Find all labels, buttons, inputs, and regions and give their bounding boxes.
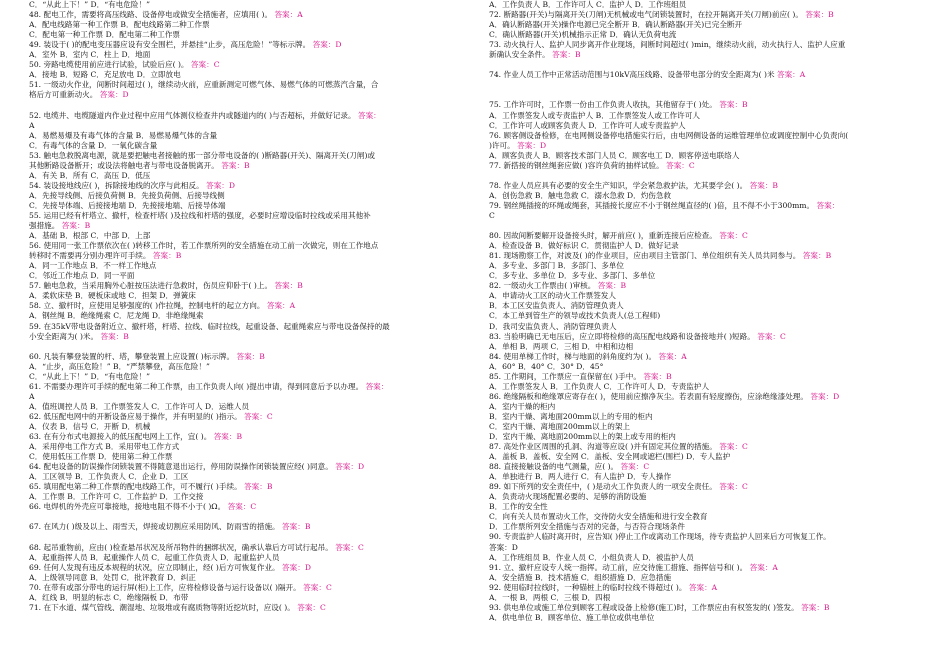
- question-text: 71. 在下水道、煤气管线、潮湿地、垃圾堆或有腐质物等附近挖坑时，应设( )。: [29, 602, 295, 612]
- answer-label: 答案：D: [97, 90, 129, 100]
- question-line: [489, 382, 909, 392]
- answer-label: 答案：C: [294, 602, 326, 612]
- question-text: A．采用停电工作方式 B．采用带电工作方式: [29, 442, 180, 452]
- question-text: A．仪表 B．信号 C．开断 D．机械: [29, 421, 151, 431]
- question-line: [489, 452, 909, 462]
- question-line: [29, 221, 449, 231]
- answer-label: 答案：B: [640, 371, 672, 381]
- question-line: [29, 191, 449, 201]
- question-text: 93. 供电单位或施工单位到顾客工程或设备上检修(施工)时，工作票应由有权签发的( )签发。: [489, 602, 799, 612]
- answer-label: 答案：A: [747, 562, 778, 572]
- question-line: [29, 543, 449, 553]
- answer-label: 答案：C: [241, 411, 273, 421]
- answer-label: 答案：C: [618, 462, 650, 472]
- question-line: [489, 191, 909, 201]
- question-text: 63. 在有分布式电源接入的低压配电网上工作，宜( )。: [29, 432, 212, 442]
- blank-line: [489, 80, 909, 90]
- answer-label: 答案：A: [774, 70, 806, 80]
- answer-label: 答案：B: [798, 602, 830, 612]
- answer-label: 答案：B: [218, 160, 250, 170]
- question-text: 答案：D: [489, 542, 518, 552]
- blank-line: [489, 171, 909, 181]
- question-text: A．创伤急救 B．触电急救 C．溺水急救 D．灼伤急救: [489, 190, 672, 200]
- question-text: 转移时不需要再分别办理许可手续。: [29, 251, 151, 261]
- question-text: A．值班调控人员 B．工作票签发人 C．工作许可人 D．运维人员: [29, 401, 250, 411]
- question-line: [489, 131, 909, 141]
- question-line: [29, 472, 449, 482]
- question-line: [29, 30, 449, 40]
- question-text: A．工作票签发人 B．工作负责人 C．工作许可人 D．专责监护人: [489, 381, 710, 391]
- question-line: [29, 161, 449, 171]
- blank-line: [29, 100, 449, 110]
- question-text: 80. 因故间断要解开设备接头时，解开前应( )，重新连接后应检查。: [489, 231, 717, 241]
- question-text: 55. 运用已经有杆塔立、撤杆，检查杆塔( )及拉线和杆塔的强度，必要时应增设临时拉线或采用其他补: [29, 210, 371, 220]
- question-text: A．上级领导同意 B．处罚 C．批评教育 D．纠正: [29, 572, 196, 582]
- question-text: A: [29, 120, 35, 130]
- question-line: [29, 141, 449, 151]
- left-column: [29, 0, 449, 613]
- question-line: [29, 593, 449, 603]
- answer-label: 答案：B: [59, 221, 91, 231]
- question-line: [29, 522, 449, 532]
- question-line: [29, 553, 449, 563]
- question-line: [29, 131, 449, 141]
- question-text: D．工作票所列安全措施与否对的完备，与否符合现场条件: [489, 522, 685, 532]
- question-line: [489, 362, 909, 372]
- question-line: [29, 452, 449, 462]
- answer-label: 答案：D: [514, 140, 547, 150]
- question-text: 其他断路设备断开；或设法将触电者与带电设备脱离开。: [29, 160, 219, 170]
- question-line: [29, 492, 449, 502]
- question-text: 69. 任何人发现有违反本规程的状况，应立即制止，经( )后方可恢复作业。: [29, 562, 280, 572]
- question-text: C: [489, 210, 495, 220]
- question-line: [489, 271, 909, 281]
- question-line: [29, 291, 449, 301]
- question-line: [489, 442, 909, 452]
- question-line: [29, 301, 449, 311]
- question-text: 强措施。: [29, 221, 60, 231]
- question-line: [489, 281, 909, 291]
- question-text: B．本工区安监负责人、消防管理负责人: [489, 301, 624, 311]
- question-text: A．顾客负责人 B．顾客技术部门人员 C．顾客电工 D．顾客停送电联络人: [489, 150, 740, 160]
- question-line: [489, 522, 909, 532]
- question-line: [29, 432, 449, 442]
- question-text: C．有毒气体的含量 D．一氧化碳含量: [29, 140, 158, 150]
- question-text: 79. 钢丝绳插接的环绳或绳套，其插接长度应不小于钢丝绳直径的( )倍，且不得不小于300mm。: [489, 200, 815, 210]
- question-line: [29, 271, 449, 281]
- question-text: A．工区领导 B．工作负责人 C．企业 D．工区: [29, 472, 189, 482]
- question-text: C．配电第一种工作票 D．配电第二种工作票: [29, 30, 180, 40]
- question-text: C．工作许可人或顾客负责人 D．工作许可人或专责监护人: [489, 120, 686, 130]
- question-line: [489, 141, 909, 151]
- answer-label: 答案：: [814, 200, 840, 210]
- question-text: 91. 立、撤杆应设专人统一指挥。动工前，应交待施工措施、指挥信号和( )。: [489, 562, 748, 572]
- question-line: [29, 40, 449, 50]
- question-text: 73. 动火执行人、监护人同步离开作业现场，间断时间超过( )min，继续动火前，动火执行人、监护人应重: [489, 40, 846, 50]
- question-line: [29, 322, 449, 332]
- answer-label: 答案：B: [211, 432, 243, 442]
- answer-label: 答案：D: [332, 462, 365, 472]
- question-line: [489, 352, 909, 362]
- question-text: A．单相 B．两项 C．三相 D．中相和边相: [489, 341, 634, 351]
- question-line: [489, 161, 909, 171]
- question-line: [489, 0, 909, 10]
- question-line: [29, 171, 449, 181]
- question-line: [29, 211, 449, 221]
- question-text: 82. 一级动火工作票由( )审核。: [489, 281, 596, 291]
- question-text: A．单独进行 B．两人进行 C．有人监护 D．专人操作: [489, 472, 672, 482]
- question-line: [489, 251, 909, 261]
- question-text: 62. 低压配电网中的开断设备应易于操作，并有明显的( )指示。: [29, 411, 242, 421]
- question-line: [489, 512, 909, 522]
- question-text: 90. 专责监护人临时离开时，应告知( )停止工作或离动工作现场，待专责监护人回来后方可恢复工作。: [489, 532, 831, 542]
- question-line: [489, 231, 909, 241]
- question-text: A．先接导线侧、后接负荷侧 B．先接负荷侧、后接导线侧: [29, 190, 225, 200]
- question-text: 52. 电缆井、电缆隧道内作业过程中应用气体测仪检查井内或隧道内的( )与否超标，并做好记录。: [29, 110, 356, 120]
- question-text: 89. 如下所列的安全责任中，( )是动火工作负责人的一项安全责任。: [489, 482, 717, 492]
- question-line: [29, 392, 449, 402]
- question-text: 59. 在35kV带电设备附近立、撤杆塔，杆塔、拉线、临时拉线，起重设备、起重绳索应与带电设备保持的最: [29, 321, 390, 331]
- question-text: 68. 起吊重物前，应由( )检查悬吊状况及所吊物件的捆绑状况，确承认靠后方可试行起吊。: [29, 542, 333, 552]
- question-line: [29, 362, 449, 372]
- question-line: [29, 281, 449, 291]
- answer-label: 答案：C: [663, 160, 695, 170]
- question-text: A．检查设备 B．做好标识 C．贯彻监护人 D．做好记录: [489, 241, 679, 251]
- question-line: [489, 311, 909, 321]
- question-line: [29, 10, 449, 20]
- answer-label: 答案：B: [800, 251, 832, 261]
- question-line: [489, 100, 909, 110]
- answer-label: 答案：C: [754, 331, 786, 341]
- answer-label: 答案：C: [332, 542, 364, 552]
- question-line: [489, 553, 909, 563]
- question-line: [29, 583, 449, 593]
- question-text: )许可。: [489, 140, 515, 150]
- question-text: 61. 不需要办理许可手续的配电第二种工作票，由工作负责人向( )提出申请，得到同意后予以办理。: [29, 381, 364, 391]
- question-text: D．室内干燥、离地面200mm以上的架上或专用的柜内: [489, 432, 676, 442]
- question-text: D．我司安监负责人、消防管理负责人: [489, 321, 617, 331]
- question-line: [29, 241, 449, 251]
- question-line: [29, 121, 449, 131]
- question-line: [29, 603, 449, 613]
- question-line: [29, 332, 449, 342]
- question-line: [489, 261, 909, 271]
- question-text: 57. 触电急救，当采用胸外心脏按压法进行急救时，伤员应仰卧于( )上。: [29, 281, 273, 291]
- question-line: [489, 40, 909, 50]
- answer-label: 答案：C: [188, 60, 220, 70]
- question-line: [29, 402, 449, 412]
- question-line: [489, 492, 909, 502]
- question-line: [489, 342, 909, 352]
- answer-label: 答案：C: [716, 442, 748, 452]
- right-column: [489, 0, 909, 623]
- question-text: A．盖板 B．盖板、安全网 C．盖板、安全网或遮栏(围栏) D．专人监护: [489, 452, 731, 462]
- question-line: [489, 20, 909, 30]
- blank-line: [489, 221, 909, 231]
- question-text: 72. 断路器(开关)与隔离开关(刀闸)无机械或电气闭锁装置时，在拉开隔离开关(刀闸)前应( )。: [489, 10, 803, 20]
- blank-line: [489, 60, 909, 70]
- question-line: [489, 291, 909, 301]
- question-line: [29, 20, 449, 30]
- question-line: [489, 543, 909, 553]
- question-text: A．工作负责人 B．工作许可人 C．监护人 D．工作班组员: [489, 0, 687, 9]
- answer-label: 答案：B: [234, 351, 265, 361]
- question-line: [29, 50, 449, 60]
- question-text: C．多专业、多单位 D．多专业、多部门、多单位: [489, 271, 656, 281]
- answer-label: 答案：B: [98, 331, 129, 341]
- answer-label: 答案：B: [279, 522, 311, 532]
- question-text: 75. 工作许可时，工作票一份由工作负责人收执，其他留存于( )处。: [489, 100, 717, 110]
- answer-label: 答案：B: [241, 482, 273, 492]
- question-text: B．工作的安全性: [489, 502, 548, 512]
- answer-label: 答案：B: [802, 10, 834, 20]
- question-line: [489, 613, 909, 623]
- question-text: 76. 顾客侧设备检修，在电网侧设备停电措施实行后，由电网侧设备的运维管理单位或调度控制中心负责向(: [489, 130, 849, 140]
- question-text: A．60° B．40° C．30° D．45°: [489, 361, 604, 371]
- question-text: A．基础 B．根部 C．中部 D．上部: [29, 231, 151, 241]
- answer-label: 答案：C: [225, 502, 257, 512]
- question-text: A．工作班组员 B．作业人员 C．小组负责人 D．被监护人员: [489, 552, 694, 562]
- question-line: [489, 603, 909, 613]
- question-line: [489, 111, 909, 121]
- question-line: [489, 181, 909, 191]
- question-text: A．工作票签发人或专责监护人 B．工作票签发人或工作许可人: [489, 110, 700, 120]
- question-line: [489, 573, 909, 583]
- question-text: A．钢丝绳 B．绝缘绳索 C．尼龙绳 D．非绝缘绳索: [29, 311, 204, 321]
- question-text: A．易燃易爆及有毒气体的含量 B．易燃易爆气体的含量: [29, 130, 218, 140]
- question-line: [489, 332, 909, 342]
- question-text: A．负责动火现场配置必要的、足够的消防设施: [489, 492, 647, 502]
- question-line: [29, 382, 449, 392]
- question-text: B．室内干燥、离地面200mm以上的专用的柜内: [489, 411, 653, 421]
- question-text: 64. 配电设备的防误操作闭锁装置不得随意退出运行，停用防误操作闭锁装置应经( )同意。: [29, 462, 333, 472]
- answer-label: 答案：A: [272, 10, 303, 20]
- question-text: 58. 立、撤杆时，应使用足够强度的( )作拉绳，控制电杆的起立方向。: [29, 301, 265, 311]
- question-text: A．起重指挥人员 B．起重操作人员 C．起重工作负责人 D．起重监护人员: [29, 552, 280, 562]
- question-line: [489, 593, 909, 603]
- question-line: [489, 301, 909, 311]
- question-line: [489, 532, 909, 542]
- question-text: 84. 使用单梯工作时，梯与地面的斜角度约为( )。: [489, 351, 657, 361]
- answer-label: 答案：: [363, 381, 389, 391]
- question-line: [489, 151, 909, 161]
- question-text: 81. 现场勘察工作，对波及( )的作业项目，应由项目主管部门、单位组织有关人员共同参与。: [489, 251, 801, 261]
- question-text: 77. 新搭接的钢丝绳套应做( )容许负荷的抽样试验。: [489, 160, 664, 170]
- question-text: 格后方可重新动火。: [29, 90, 98, 100]
- question-text: 66. 电焊机的外壳应可靠接地，接地电阻不得不小于( )Ω。: [29, 502, 226, 512]
- answer-label: 答案：B: [595, 281, 627, 291]
- question-text: 85. 工作期间，工作票应一直保留在( )手中。: [489, 371, 641, 381]
- question-text: 51. 一级动火作业，间断时间超过( )，继续动火前，应重新测定可燃气体、易燃气体的可燃蒸汽含量，合: [29, 80, 379, 90]
- question-text: A．有关 B．所有 C．高压 D．低压: [29, 170, 151, 180]
- answer-label: 答案：C: [300, 582, 332, 592]
- answer-label: 答案：C: [716, 482, 748, 492]
- question-line: [29, 462, 449, 472]
- question-line: [29, 231, 449, 241]
- answer-label: 答案：: [355, 110, 381, 120]
- question-text: 56. 使用同一张工作票依次在( )转移工作时，若工作票所列的安全措施在动工前一次做完，则在工作地点: [29, 241, 379, 251]
- question-line: [29, 111, 449, 121]
- question-line: [29, 151, 449, 161]
- answer-label: 答案：C: [716, 231, 748, 241]
- question-text: A．室外 B．室内 C．柱上 D．地面: [29, 50, 151, 60]
- question-text: 92. 使用临时拉线时，一种锚桩上的临时拉线不得超过( )。: [489, 582, 687, 592]
- question-text: C．先接导体端、后接接地端 D．先接接地端、后接导体端: [29, 200, 226, 210]
- question-text: 65. 填用配电第二种工作票的配电线路工作，可不履行( )手续。: [29, 482, 242, 492]
- question-line: [489, 201, 909, 211]
- question-text: 67. 在风力( )级及以上、雨雪天，焊接或切割应采用防风、防雨雪的措施。: [29, 522, 280, 532]
- question-text: 74. 作业人员工作中正常活动范围与10kV高压线路、设备带电部分的安全距离为( )米: [489, 70, 775, 80]
- answer-label: 答案：B: [150, 251, 182, 261]
- blank-line: [489, 90, 909, 100]
- answer-label: 答案：D: [310, 40, 342, 50]
- question-text: 53. 触电急救脱离电源，就是要把触电者接触的那一部分带电设备的( )断路器(开关)、隔离开关(刀闸)或: [29, 150, 376, 160]
- question-text: C．确认断路器(开关)机械指示正常 D．确认无负荷电流: [489, 30, 677, 40]
- answer-label: 答案：B: [716, 100, 748, 110]
- question-text: A．红线 B．明显的标志 C．绝缘隔板 D．布带: [29, 592, 189, 602]
- question-text: A．配电线路第一种工作票 B．配电线路第二种工作票: [29, 20, 210, 30]
- answer-label: 答案：A: [656, 351, 687, 361]
- question-text: A．柔软床垫 B．硬板床或地 C．担架 D．弹簧床: [29, 291, 196, 301]
- question-line: [29, 563, 449, 573]
- answer-label: 答案：D: [279, 562, 311, 572]
- question-text: 86. 绝缘隔板和绝缘罩应寄存在( )，使用前应擦净灰尘。若表面有轻度擦伤，应涂绝缘漆处理。: [489, 391, 808, 401]
- question-line: [489, 402, 909, 412]
- question-text: 小安全距离为( )米。: [29, 331, 99, 341]
- question-line: [489, 472, 909, 482]
- question-text: A: [29, 391, 35, 401]
- question-line: [29, 90, 449, 100]
- question-line: [29, 261, 449, 271]
- question-text: A．供电单位 B．顾客单位、施工单位或供电单位: [489, 612, 655, 622]
- question-line: [29, 201, 449, 211]
- question-line: [29, 251, 449, 261]
- question-line: [29, 352, 449, 362]
- question-text: C．邻近工作地点 D．同一平面: [29, 271, 135, 281]
- question-line: [489, 121, 909, 131]
- question-line: [489, 482, 909, 492]
- question-line: [29, 70, 449, 80]
- question-text: A．安全措施 B．技术措施 C．组织措施 D．应急措施: [489, 572, 672, 582]
- question-text: 87. 高处作业区周围的孔洞、沟道等应设( )并有固定其位置的措施。: [489, 442, 717, 452]
- question-line: [489, 30, 909, 40]
- answer-label: 答案：A: [686, 582, 718, 592]
- question-text: 60. 凡装有攀登装置的杆、塔，攀登装置上应设置( )标示牌。: [29, 351, 235, 361]
- question-text: 70. 在带有或部分带电的运行屏(柜)上工作，应将检修设备与运行设备以( )隔开。: [29, 582, 301, 592]
- answer-label: 答案：B: [549, 50, 581, 60]
- question-line: [29, 311, 449, 321]
- question-text: C．“从此上下！” D．“有电危险！”: [29, 371, 150, 381]
- question-text: 49. 装设于( )的配电变压器应设有安全围栏，并悬挂“止步，高压危险！”等标示牌。: [29, 40, 311, 50]
- question-line: [489, 392, 909, 402]
- question-line: [489, 583, 909, 593]
- question-text: 54. 装设接地线应( )，拆除接地线的次序与此相反。: [29, 180, 204, 190]
- question-text: A．同一工作地点 B．不一样工作地点: [29, 261, 157, 271]
- question-line: [489, 10, 909, 20]
- question-line: [489, 241, 909, 251]
- question-text: A．“止步，高压危险！” B．“严禁攀登，高压危险！”: [29, 361, 210, 371]
- answer-label: 答案：B: [272, 281, 303, 291]
- question-line: [489, 502, 909, 512]
- question-line: [29, 482, 449, 492]
- question-text: A．一根 B．两根 C．三根 D．四根: [489, 592, 611, 602]
- question-line: [489, 322, 909, 332]
- question-line: [489, 432, 909, 442]
- question-text: 83. 当验明确已无电压后，应立即将检修的高压配电线路和设备接地并( )短路。: [489, 331, 755, 341]
- question-text: A．工作票 B．工作许可 C．工作监护 D．工作交接: [29, 492, 204, 502]
- answer-label: 答案：A: [264, 301, 296, 311]
- question-line: [29, 181, 449, 191]
- question-line: [29, 573, 449, 583]
- question-text: C．使用低压工作票 D．使用第二种工作票: [29, 452, 173, 462]
- question-line: [29, 422, 449, 432]
- question-text: 88. 直接接触设备的电气测量，应( )。: [489, 462, 619, 472]
- blank-line: [29, 532, 449, 542]
- question-text: A．室内干燥的柜内: [489, 401, 556, 411]
- question-line: [489, 70, 909, 80]
- question-line: [489, 462, 909, 472]
- question-line: [29, 412, 449, 422]
- question-line: [29, 502, 449, 512]
- question-line: [489, 563, 909, 573]
- question-text: 新确认安全条件。: [489, 50, 550, 60]
- question-text: C．本工单到管生产的领导或技术负责人(总工程师): [489, 311, 661, 321]
- question-text: 78. 作业人员应具有必要的安全生产知识，学会紧急救护法，尤其要学会( )。: [489, 180, 748, 190]
- question-line: [29, 372, 449, 382]
- question-line: [489, 422, 909, 432]
- answer-label: 答案：D: [203, 180, 235, 190]
- question-line: [489, 211, 909, 221]
- question-line: [29, 0, 449, 10]
- question-line: [29, 60, 449, 70]
- blank-line: [29, 342, 449, 352]
- answer-label: 答案：B: [747, 180, 779, 190]
- question-text: C．室内干燥、离地面200mm以上的架上: [489, 421, 631, 431]
- question-text: C．向有关人员布置动火工作，交待防火安全措施和进行安全教育: [489, 512, 708, 522]
- question-text: A．确认断路器(开关)操作电源已完全断开 B．确认断路器(开关)已完全断开: [489, 20, 743, 30]
- question-line: [489, 412, 909, 422]
- question-text: 48. 配电工作，需要将高压线路、设备停电或做安全措施者，应填用( )。: [29, 10, 273, 20]
- question-line: [489, 372, 909, 382]
- question-text: C．“从此上下！” D．“有电危险！”: [29, 0, 150, 9]
- question-line: [29, 442, 449, 452]
- blank-line: [29, 512, 449, 522]
- question-text: A．申请动火工区的动火工作票签发人: [489, 291, 616, 301]
- question-line: [489, 50, 909, 60]
- question-text: A．接地 B．短路 C．充足放电 D．立即放电: [29, 70, 181, 80]
- question-text: 50. 旁路电缆使用前应进行试验，试验后应( )。: [29, 60, 189, 70]
- question-line: [29, 80, 449, 90]
- answer-label: 答案：D: [807, 391, 840, 401]
- question-text: A．多专业、多部门 B．多部门、多单位: [489, 261, 624, 271]
